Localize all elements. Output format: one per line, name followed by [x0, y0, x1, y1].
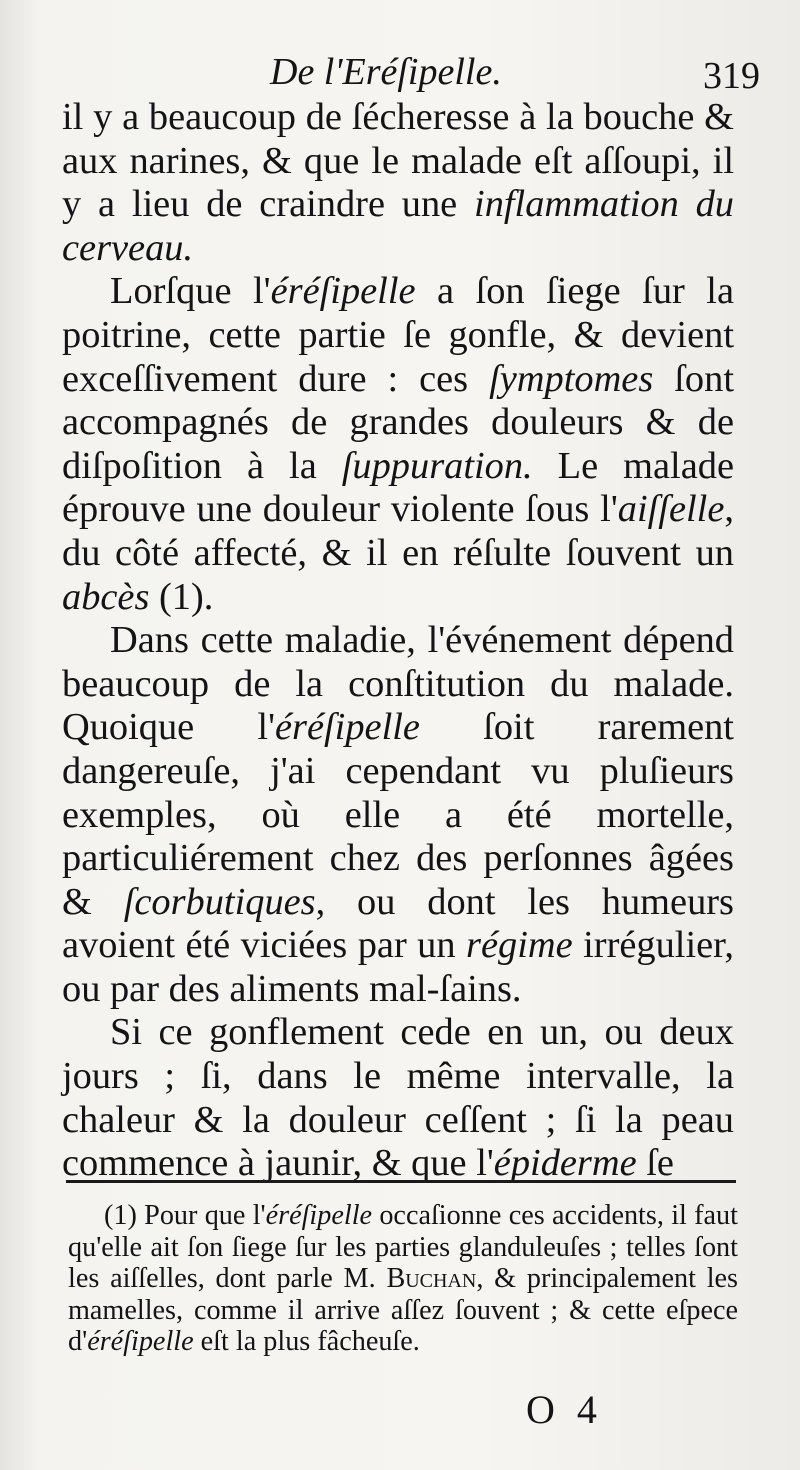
- text-run: ſont accompagnés de grandes douleurs & de diſpoſition à la: [62, 357, 734, 487]
- footnote-rule: [66, 1180, 736, 1183]
- italic-run: inflammation du cerveau.: [62, 183, 734, 269]
- page-header: [60, 50, 760, 98]
- italic-run: épiderme: [493, 1142, 637, 1185]
- italic-run: ſcorbutiques: [123, 880, 316, 923]
- main-text: [62, 96, 734, 1186]
- italic-run: éréſipelle: [265, 1200, 373, 1231]
- text-run: irrégulier, ou par des aliments mal-ſains.: [62, 924, 734, 1010]
- page-number: 319: [703, 55, 760, 97]
- paragraph-2: [62, 270, 734, 619]
- text-run: , ou dont les humeurs avoient été viciées par un: [62, 880, 734, 967]
- italic-run: ſuppuration.: [341, 444, 533, 487]
- footnote: [68, 1200, 738, 1358]
- text-run: , du côté affecté, & il en réſulte ſouvent un: [62, 488, 734, 574]
- text-run: ſe: [636, 1142, 674, 1185]
- paragraph-4: [62, 1011, 734, 1185]
- text-run: Le malade éprouve une douleur violente ſous l': [62, 444, 735, 531]
- text-run: occaſionne ces accidents, il faut qu'elle ait ſon ſiege ſur les parties glanduleuſes ; telles ſont les aiſſelles, dont parle M.: [68, 1200, 738, 1295]
- text-run: eſt la plus fâcheuſe.: [193, 1326, 420, 1358]
- italic-run: abcès: [62, 575, 150, 618]
- signature-mark: O 4: [526, 1387, 603, 1432]
- italic-run: éréſipelle: [87, 1326, 194, 1358]
- text-run: a ſon ſiege ſur la poitrine, cette partie ſe gonfle, & devient exceſſivement dure : ces: [62, 270, 734, 400]
- italic-run: ſymptomes: [489, 357, 654, 400]
- text-run: (1) Pour que l': [104, 1200, 266, 1231]
- author-name: Buchan: [386, 1263, 477, 1295]
- paragraph-1: [62, 96, 734, 270]
- text-run: Dans cette maladie, l'événement dépend beaucoup de la conſtitution du malade. Quoique l': [62, 619, 734, 749]
- text-run: Si ce gonflement cede en un, ou deux jours ; ſi, dans le même intervalle, la chaleur & la douleur ceſſent ; ſi la peau commence à jaunir, & que l': [62, 1011, 734, 1185]
- paragraph-3: [62, 619, 734, 1011]
- italic-run: éréſipelle: [275, 706, 420, 749]
- running-title: De l'Eréſipelle.: [270, 51, 502, 93]
- italic-run: régime: [466, 924, 573, 967]
- italic-run: aiſſelle: [617, 488, 725, 531]
- text-run: ſoit rarement dangereuſe, j'ai cependant vu pluſieurs exemples, où elle a été mortelle, particuliérement chez des perſonnes âgées &: [62, 706, 734, 923]
- footnote-text: [68, 1200, 738, 1358]
- text-run: , & principalement les mamelles, comme il arrive aſſez ſouvent ; & cette eſpece d': [68, 1263, 739, 1358]
- text-run: il y a beaucoup de ſécheresse à la bouche & aux narines, & que le malade eſt aſſoupi, il y a lieu de craindre une: [62, 96, 734, 226]
- text-run: Lorſque l': [110, 270, 271, 313]
- text-run: (1).: [149, 575, 214, 618]
- italic-run: éréſipelle: [270, 270, 416, 313]
